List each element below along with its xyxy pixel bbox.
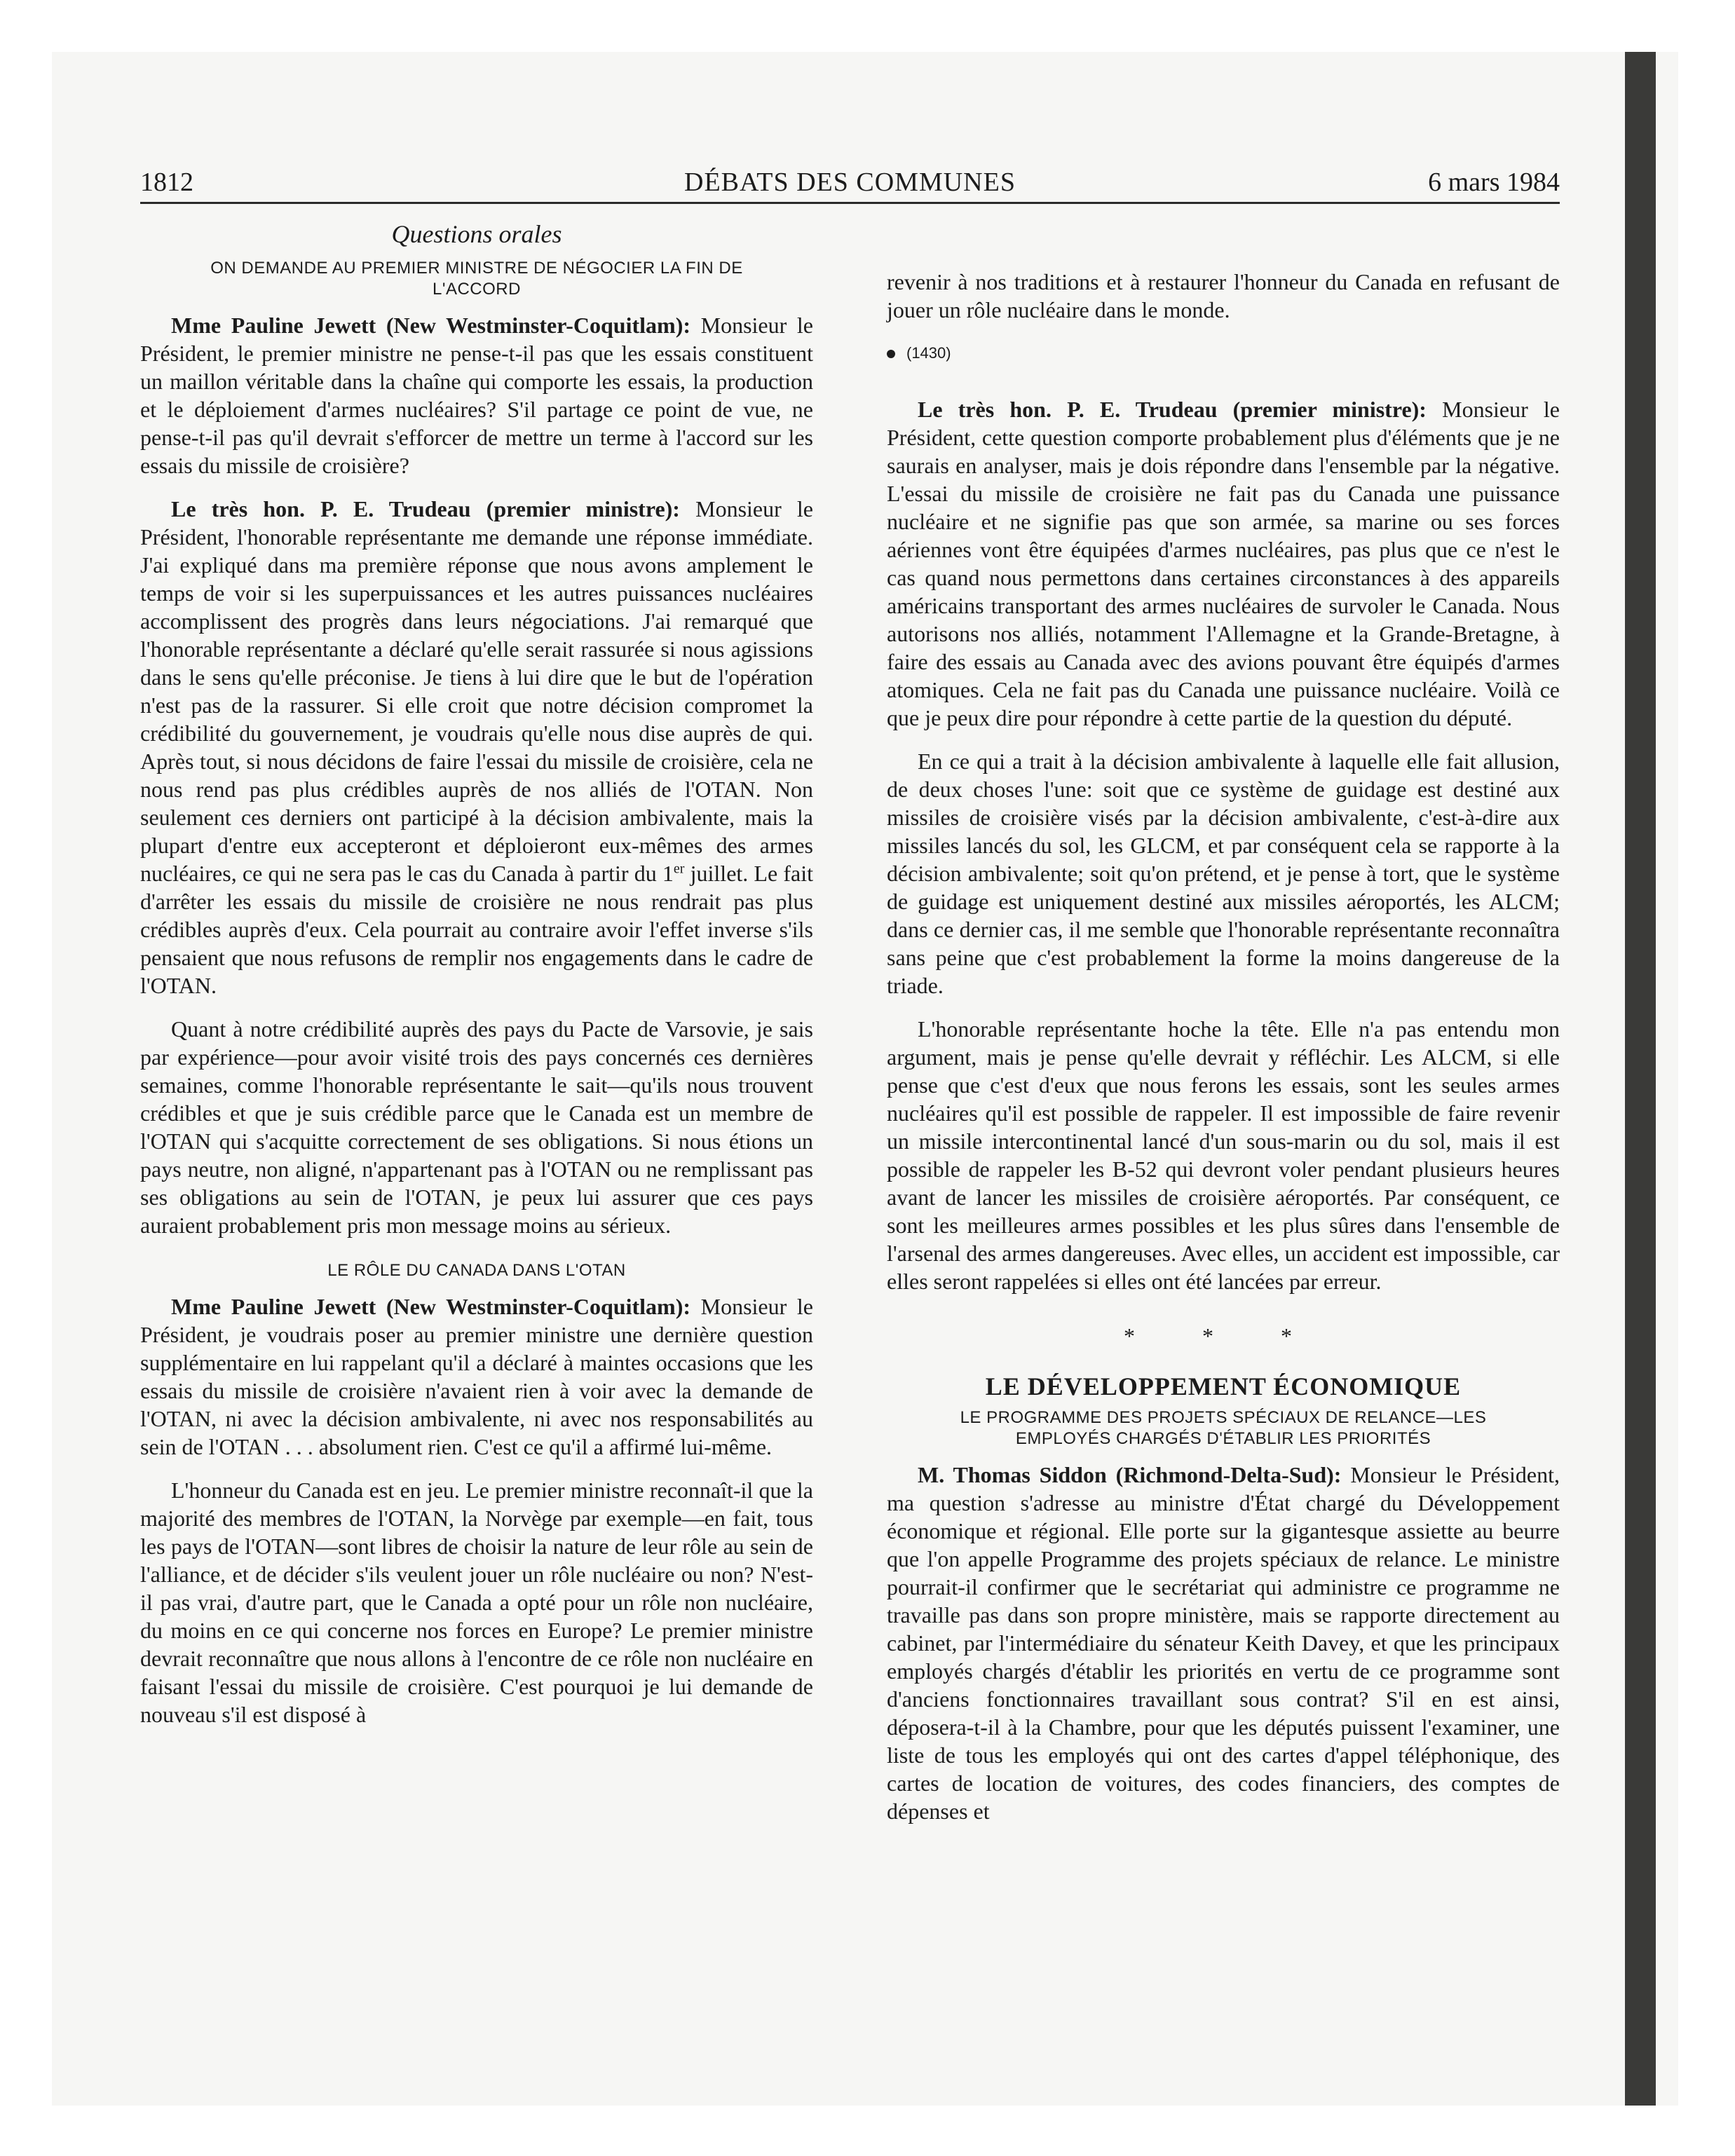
paragraph-text: Monsieur le Président, je voudrais poser au premier ministre une dernière question supplémentaire en lui rappelant qu'il a déclaré à maintes occasions que les essais du missile de croisière n'avaient rien à voir avec la demande de l'OTAN, ni avec la décision ambivalente, ni avec nos responsabilités au sein de l'OTAN . . . absolument rien. C'est ce qu'il a affirmé lui-même. <box>140 1294 813 1459</box>
page-header <box>140 167 1560 203</box>
paragraph <box>140 311 813 479</box>
paragraph: revenir à nos traditions et à restaurer l'honneur du Canada en refusant de jouer un rôle nucléaire dans le monde. <box>887 269 1560 322</box>
header-rule <box>140 202 1560 204</box>
paragraph: L'honorable représentante hoche la tête. Elle n'a pas entendu mon argument, mais je pense qu'elle devrait y réfléchir. Les ALCM, si elle pense que c'est d'eux que nous ferons les essais, sont les seules armes nucléaires qu'il est possible de rappeler. Il est impossible de faire revenir un missile intercontinental lancé d'un sous-marin ou du sol, mais il est possible de rappeler les B-52 qui devront voler pendant plusieurs heures avant de lancer les missiles de croisière aéroportés. Par conséquent, ce sont les meilleures armes possibles et les plus sûres dans l'ensemble de l'arsenal des armes dangereuses. Avec elles, un accident est impossible, car elles seront rappelées si elles ont été lancées par erreur. <box>887 1016 1560 1294</box>
section-title: Questions orales <box>391 220 562 248</box>
bullet-dot-icon <box>887 350 895 358</box>
paragraph-text: Monsieur le Président, le premier ministre ne pense-t-il pas que les essais constituent un maillon véritable dans la chaîne qui comporte les essais, la production et le déploiement d'armes nucléaires? S'il partage ce point de vue, ne pense-t-il pas qu'il devrait s'efforcer de mettre un terme à l'accord sur les essais du missile de croisière? <box>140 313 813 478</box>
right-column <box>887 268 1560 1841</box>
speaker-name: M. Thomas Siddon (Richmond-Delta-Sud): <box>918 1462 1342 1487</box>
paragraph <box>887 395 1560 732</box>
subheading: ON DEMANDE AU PREMIER MINISTRE DE NÉGOCIER LA FIN DE L'ACCORD <box>210 259 743 299</box>
speaker-name: Mme Pauline Jewett (New Westminster-Coquitlam): <box>171 1294 690 1319</box>
superscript: er <box>673 861 685 877</box>
subheading: LE RÔLE DU CANADA DANS L'OTAN <box>327 1261 626 1280</box>
time-marker-text: (1430) <box>906 344 951 362</box>
section-separator: * * * <box>1124 1323 1323 1349</box>
paragraph <box>140 1292 813 1461</box>
section-title: LE DÉVELOPPEMENT ÉCONOMIQUE <box>985 1372 1462 1400</box>
left-column <box>140 219 813 1744</box>
time-marker <box>887 339 1560 367</box>
publication-date: 6 mars 1984 <box>1428 168 1560 197</box>
paragraph-text: juillet. Le fait d'arrêter les essais du missile de croisière ne nous rendrait pas plus crédibles auprès d'eux. Cela pourrait au contraire avoir l'effet inverse s'ils pensaient que nous refusons de remplir nos engagements dans le cadre de l'OTAN. <box>140 861 814 998</box>
scan-edge-bar <box>1625 52 1656 2106</box>
paragraph <box>140 495 813 999</box>
page-number: 1812 <box>140 168 193 197</box>
paragraph: L'honneur du Canada est en jeu. Le premier ministre reconnaît-il que la majorité des membres de l'OTAN, la Norvège par exemple—en fait, tous les pays de l'OTAN—sont libres de choisir la nature de leur rôle au sein de l'alliance, et de décider s'ils veulent jouer un rôle nucléaire ou non? N'est-il pas vrai, d'autre part, que le Canada a opté pour un rôle non nucléaire, du moins en ce qui concerne nos forces en Europe? Le premier ministre devrait reconnaître que nous allons à l'encontre de ce rôle non nucléaire en faisant l'essai du missile de croisière. C'est pourquoi je lui demande de nouveau s'il est disposé à <box>140 1478 813 1727</box>
speaker-name: Le très hon. P. E. Trudeau (premier ministre): <box>171 496 680 521</box>
subheading: LE PROGRAMME DES PROJETS SPÉCIAUX DE RELANCE—LES EMPLOYÉS CHARGÉS D'ÉTABLIR LES PRIORITÉS <box>960 1408 1487 1448</box>
paragraph-text: Monsieur le Président, l'honorable représentante me demande une réponse immédiate. J'ai expliqué dans ma première réponse que nous avons amplement le temps de voir si les superpuissances et les autres puissances nucléaires accomplissent des progrès dans leurs négociations. J'ai remarqué que l'honorable représentante a déclaré qu'elle serait rassurée si nous agissions dans le sens qu'elle préconise. Je tiens à lui dire que le but de l'opération n'est pas de la rassurer. Si elle croit que notre décision compromet la crédibilité du gouvernement, je voudrais qu'elle nous dise auprès de qui. Après tout, si nous décidons de faire l'essai du missile de croisière, cela ne nous rend pas plus crédibles auprès de nos alliés de l'OTAN. Non seulement ces derniers ont participé à la décision ambivalente, mais la plupart d'entre eux accepteront et déploieront eux-mêmes des armes nucléaires, ce qui ne sera pas le cas du Canada à partir du 1 <box>140 496 814 886</box>
publication-title: DÉBATS DES COMMUNES <box>684 168 1016 197</box>
paragraph-text: Monsieur le Président, ma question s'adresse au ministre d'État chargé du Développement économique et régional. Elle porte sur la gigantesque assiette au beurre que l'on appelle Programme des projets spéciaux de relance. Le ministre pourrait-il confirmer que le secrétariat qui administre ce programme ne travaille pas dans son propre ministère, mais se rapporte directement au cabinet, par l'intermédiaire du sénateur Keith Davey, et que les principaux employés chargés d'établir les priorités en vertu de ce programme sont d'anciens fonctionnaires travaillant sous contrat? S'il en est ainsi, déposera-t-il à la Chambre, pour que les députés puissent l'examiner, une liste de tous les employés qui ont des cartes d'appel téléphonique, des cartes de location de voitures, des codes financiers, des comptes de dépenses et <box>887 1462 1560 1824</box>
speaker-name: Le très hon. P. E. Trudeau (premier ministre): <box>918 397 1427 422</box>
paragraph <box>887 1461 1560 1825</box>
paragraph: En ce qui a trait à la décision ambivalente à laquelle elle fait allusion, de deux choses l'une: soit que ce système de guidage est destiné aux missiles de croisière visés par la décision ambivalente, c'est-à-dire aux missiles lancés du sol, les GLCM, et par conséquent cela se rapporte à la décision ambivalente; soit qu'on prétend, et je pense à tort, que le système de guidage est uniquement destiné aux missiles aéroportés, les ALCM; dans ce dernier cas, il me semble que l'honorable représentante reconnaîtra sans peine que c'est probablement la forme la moins dangereuse de la triade. <box>887 749 1560 998</box>
paragraph-text: Monsieur le Président, cette question comporte probablement plus d'éléments que je ne saurais en analyser, mais je dois répondre dans l'ensemble par la négative. L'essai du missile de croisière ne fait pas du Canada une puissance nucléaire et ne signifie pas que son armée, sa marine ou ses forces aériennes vont être équipées d'armes nucléaires, pas plus que ce n'est le cas quand nous permettons dans certaines circonstances à des appareils américains transportant des armes nucléaires de survoler le Canada. Nous autorisons nos alliés, notamment l'Allemagne et la Grande-Bretagne, à faire des essais au Canada avec des avions pouvant être équipés d'armes atomiques. Cela ne fait pas du Canada une puissance nucléaire. Voilà ce que je peux dire pour répondre à cette partie de la question du député. <box>887 397 1560 730</box>
speaker-name: Mme Pauline Jewett (New Westminster-Coquitlam): <box>171 313 690 338</box>
paragraph: Quant à notre crédibilité auprès des pays du Pacte de Varsovie, je sais par expérience—pour avoir visité trois des pays concernés ces dernières semaines, comme l'honorable représentante le sait—qu'ils nous trouvent crédibles et que je suis crédible parce que le Canada est un membre de l'OTAN qui s'acquitte correctement de ses obligations. Si nous étions un pays neutre, non aligné, n'appartenant pas à l'OTAN ou ne remplissant pas ses obligations au sein de l'OTAN, je peux lui assurer que ces pays auraient probablement pris mon message moins au sérieux. <box>140 1016 813 1238</box>
